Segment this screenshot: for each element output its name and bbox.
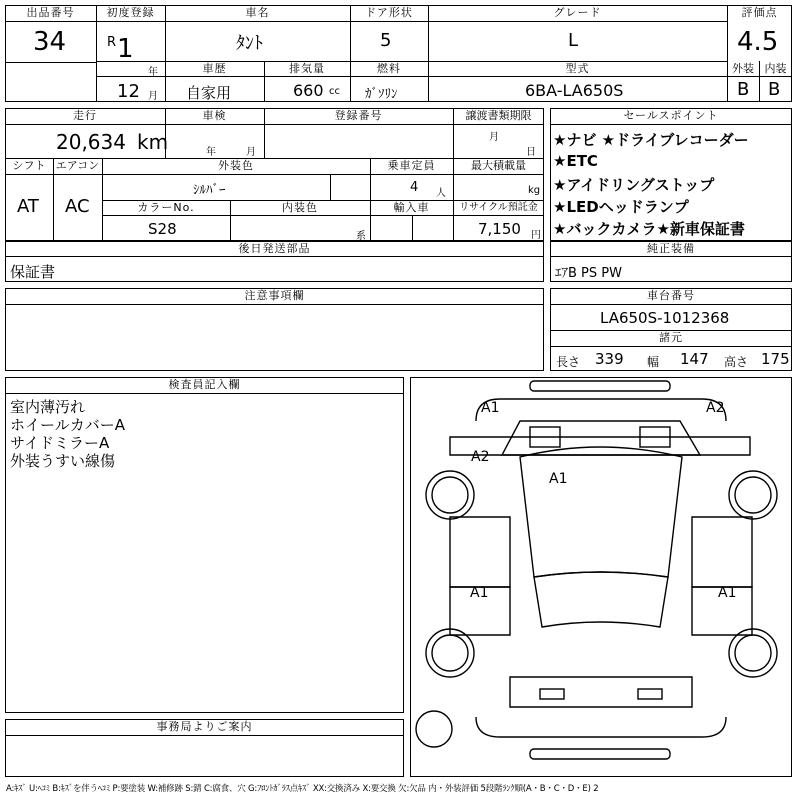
- interior-grade: B: [768, 79, 781, 100]
- car-name: ﾀﾝﾄ: [236, 33, 263, 54]
- lot-no-header: 出品番号: [26, 6, 75, 19]
- reg-year: 1: [117, 34, 134, 64]
- width-label: 幅: [647, 355, 660, 369]
- doors: 5: [380, 30, 392, 51]
- inspector-note: ホイールカバーA: [10, 416, 125, 434]
- score-header: 評価点: [741, 6, 778, 19]
- import-header: 輸入車: [393, 201, 430, 214]
- load-unit: kg: [528, 185, 541, 196]
- shift: AT: [17, 196, 39, 217]
- recycle-header: リサイクル預託金: [459, 202, 538, 213]
- sales-point: ★LEDヘッドランプ: [553, 198, 689, 216]
- transfer-day-unit: 日: [526, 147, 536, 158]
- sales-point: ★バックカメラ★新車保証書: [553, 220, 745, 238]
- km-unit: km: [137, 130, 169, 154]
- reg-no-header: 登録番号: [334, 109, 383, 122]
- inspector-note: 外装うすい線傷: [10, 452, 116, 470]
- int-color-header: 内装色: [282, 201, 318, 214]
- model-code-header: 型式: [565, 62, 590, 75]
- yen-unit: 円: [531, 230, 541, 241]
- damage-mark-rear-left: A1: [470, 585, 489, 601]
- width: 147: [680, 350, 709, 368]
- capacity-unit: 人: [436, 188, 446, 199]
- damage-mark-rear-right: A1: [718, 585, 737, 601]
- first-reg-header: 初度登録: [106, 6, 155, 19]
- height: 175: [761, 350, 790, 368]
- car-outline: [410, 377, 792, 777]
- history: 自家用: [186, 84, 232, 102]
- later-parts: 保証書: [10, 263, 56, 281]
- transfer-date-header: 譲渡書類期限: [465, 109, 532, 122]
- inspection-month-unit: 月: [246, 147, 256, 158]
- history-header: 車歴: [202, 62, 227, 75]
- inspector-header: 検査員記入欄: [168, 378, 241, 391]
- car-name-header: 車名: [245, 6, 270, 19]
- length-label: 長さ: [556, 355, 581, 369]
- color-no: S28: [148, 220, 177, 238]
- exterior-grade: B: [737, 79, 750, 100]
- grade: L: [568, 30, 579, 51]
- lot-no: 34: [33, 27, 67, 57]
- interior-grade-header: 内装: [764, 62, 787, 75]
- model-code: 6BA-LA650S: [525, 81, 624, 100]
- damage-mark-left-side: A2: [471, 449, 490, 465]
- inspector-note: 室内薄汚れ: [10, 398, 86, 416]
- damage-mark-front-left: A1: [481, 400, 500, 416]
- chassis-header: 車台番号: [647, 289, 695, 302]
- reg-month: 12: [117, 81, 140, 102]
- exterior-grade-header: 外装: [732, 62, 754, 75]
- office-header: 事務局よりご案内: [156, 720, 253, 733]
- sales-point: ★ナビ ★ドライブレコーダー: [553, 131, 749, 149]
- ext-color-header: 外装色: [218, 159, 254, 172]
- aircon-header: エアコン: [55, 159, 100, 172]
- era: R: [107, 35, 117, 50]
- equipment: ｴｱB PS PW: [555, 266, 622, 281]
- legend: A:ｷｽﾞ U:ﾍｺﾐ B:ｷｽﾞを伴うﾍｺﾐ P:要塗装 W:補修跡 S:錆 C:腐食、穴 G:ﾌﾛﾝﾄｶﾞﾗｽ点ｷｽﾞ XX:交換済み X:要交換 欠:欠品 内・外装評価 5段階ﾗﾝｸ順(A・B・C・D・E) 2: [6, 784, 599, 794]
- recycle: 7,150: [478, 220, 521, 238]
- length: 339: [595, 350, 624, 368]
- fuel-header: 燃料: [377, 62, 401, 75]
- mileage-header: 走行: [73, 109, 97, 122]
- mileage: 20,634: [56, 130, 126, 154]
- cc-unit: cc: [329, 86, 340, 97]
- score: 4.5: [737, 27, 779, 57]
- max-load-header: 最大積載量: [471, 159, 526, 172]
- month-unit: 月: [148, 91, 158, 102]
- color-no-header: カラーNo.: [137, 201, 195, 214]
- damage-mark-hood: A1: [549, 471, 568, 487]
- inspection-header: 車検: [202, 109, 227, 122]
- sales-point: ★ETC: [553, 152, 598, 170]
- year-unit: 年: [148, 67, 158, 78]
- chassis-no: LA650S-1012368: [600, 309, 730, 327]
- later-parts-header: 後日発送部品: [238, 242, 311, 255]
- aircon: AC: [65, 196, 90, 217]
- grade-header: グレード: [553, 6, 602, 19]
- int-color-unit: 系: [356, 231, 366, 242]
- transfer-month-unit: 月: [489, 132, 499, 143]
- damage-mark-front-right: A2: [706, 400, 725, 416]
- inspection-year-unit: 年: [206, 147, 216, 158]
- ext-color: ｼﾙﾊﾞｰ: [193, 183, 226, 198]
- fuel: ｶﾞｿﾘﾝ: [365, 87, 398, 102]
- equipment-header: 純正装備: [647, 242, 695, 255]
- height-label: 高さ: [724, 355, 749, 369]
- capacity-header: 乗車定員: [387, 159, 436, 172]
- displacement-header: 排気量: [289, 62, 325, 75]
- specs-header: 諸元: [659, 331, 683, 344]
- displacement: 660: [293, 81, 324, 100]
- capacity: 4: [410, 180, 419, 195]
- sales-points-header: セールスポイント: [623, 109, 719, 122]
- shift-header: シフト: [12, 159, 46, 172]
- sales-point: ★アイドリングストップ: [553, 176, 715, 194]
- doors-header: ドア形状: [365, 6, 413, 19]
- notes-header: 注意事項欄: [244, 289, 305, 302]
- inspector-note: サイドミラーA: [10, 434, 110, 452]
